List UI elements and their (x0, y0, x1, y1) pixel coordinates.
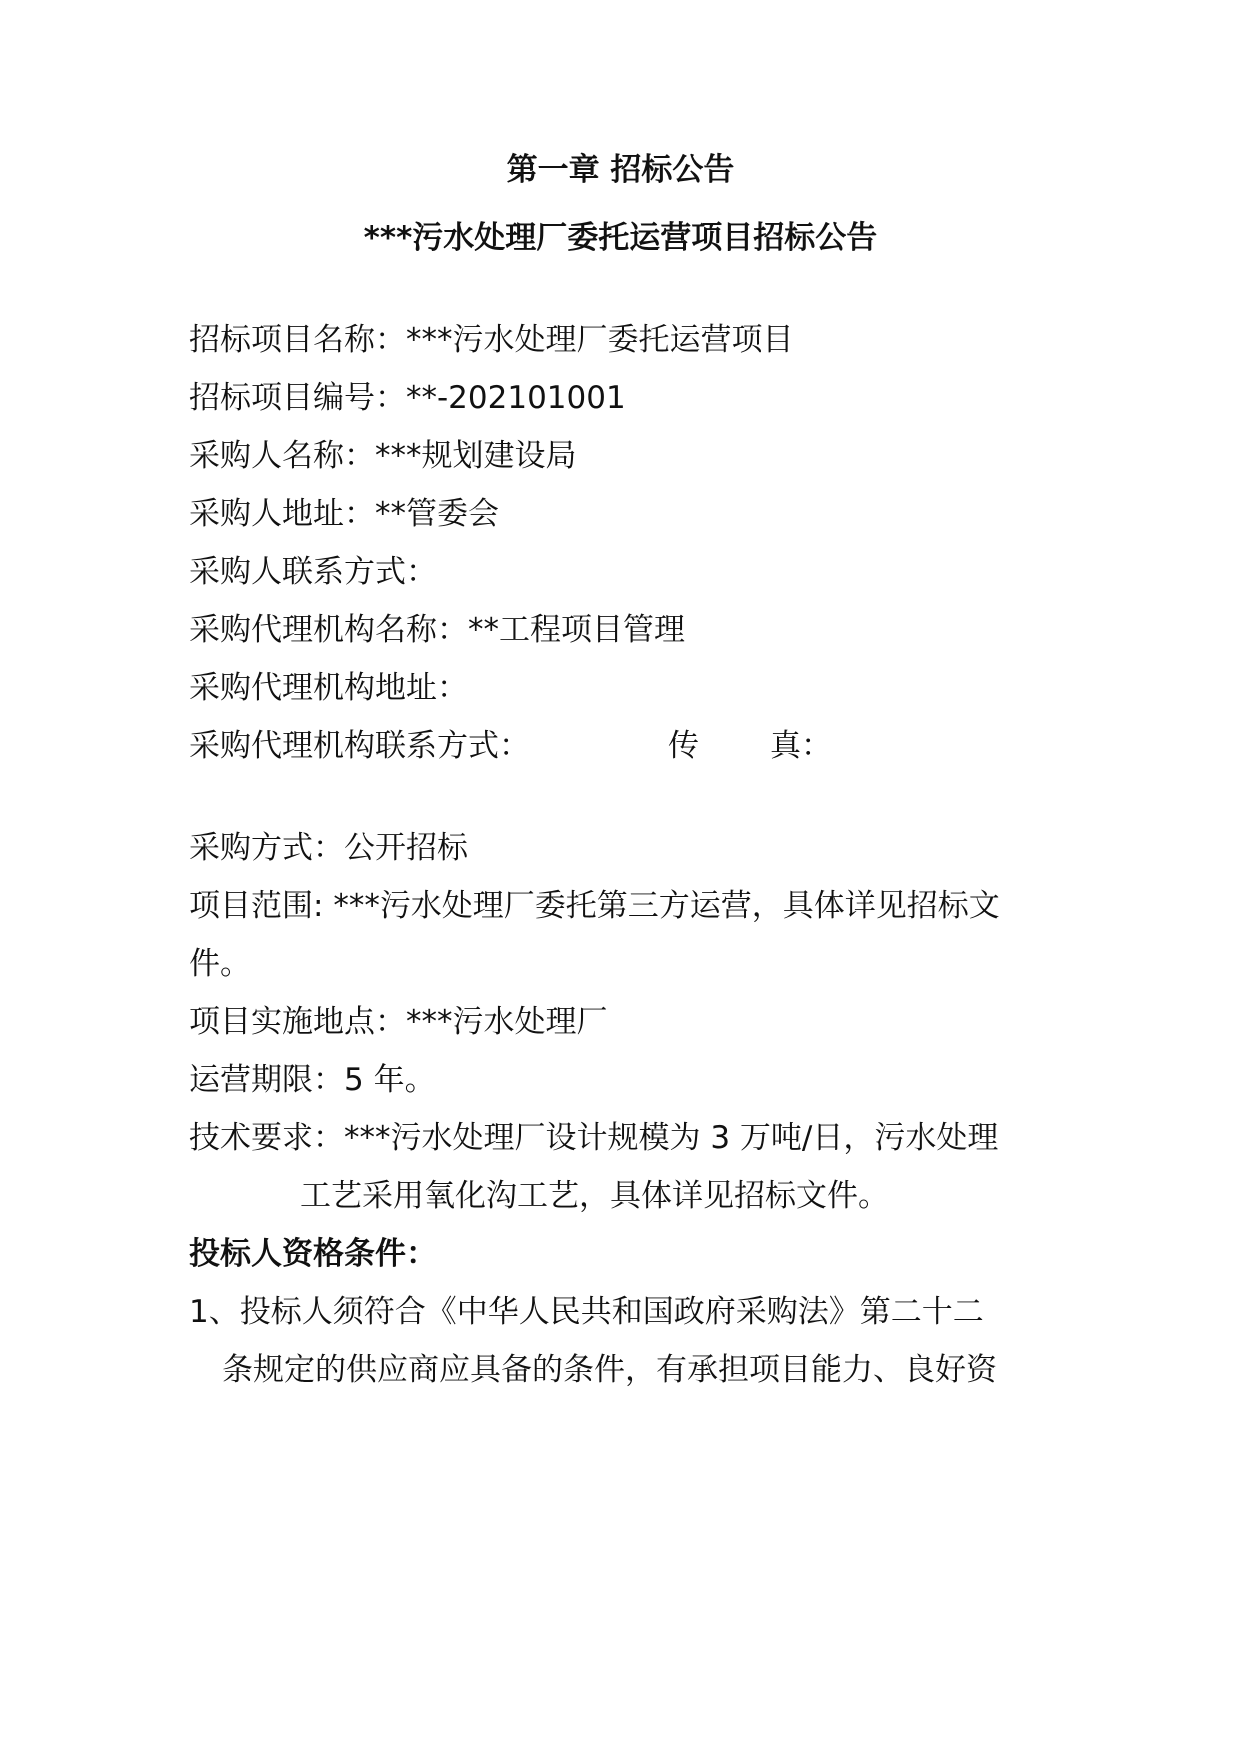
qualification-heading: 投标人资格条件： (189, 1236, 437, 1272)
purchaser-name-value: ***规划建设局 (375, 438, 577, 474)
chapter-title: 第一章 招标公告 (506, 152, 735, 188)
qualification-item-1: 1、投标人须符合《中华人民共和国政府采购法》第二十二 (189, 1294, 984, 1330)
operation-period-label: 运营期限： (189, 1062, 344, 1098)
agency-name-value: **工程项目管理 (468, 612, 685, 648)
purchaser-address-label: 采购人地址： (189, 496, 375, 532)
fax-colon: 真： (770, 728, 832, 764)
project-name-line (189, 320, 794, 360)
project-location-line (189, 1002, 608, 1042)
technical-requirements-label: 技术要求： (189, 1120, 344, 1156)
purchaser-address-value: **管委会 (375, 496, 499, 532)
purchaser-contact-label: 采购人联系方式： (189, 554, 437, 590)
agency-name-label: 采购代理机构名称： (189, 612, 468, 648)
project-name-label: 招标项目名称： (189, 322, 406, 358)
project-number-label: 招标项目编号： (189, 380, 406, 416)
qualification-item-1-continued: 条规定的供应商应具备的条件，有承担项目能力、良好资 (222, 1352, 997, 1388)
agency-contact-label: 采购代理机构联系方式： (189, 728, 530, 764)
procurement-method-label: 采购方式： (189, 830, 344, 866)
technical-requirements-line (189, 1118, 998, 1158)
project-scope-value-1: ***污水处理厂委托第三方运营，具体详见招标文 (333, 888, 1000, 924)
operation-period-value: 5 年。 (344, 1062, 436, 1098)
agency-address-label: 采购代理机构地址： (189, 670, 468, 706)
project-number-value: **-202101001 (406, 380, 626, 416)
operation-period-line (189, 1060, 436, 1100)
project-scope-label: 项目范围: (189, 888, 334, 924)
procurement-method-line (189, 828, 468, 868)
project-name-value: ***污水处理厂委托运营项目 (406, 322, 794, 358)
project-location-label: 项目实施地点： (189, 1004, 406, 1040)
agency-name-line (189, 610, 685, 650)
project-scope-continued: 件。 (189, 946, 251, 982)
project-location-value: ***污水处理厂 (406, 1004, 608, 1040)
procurement-method-value: 公开招标 (344, 830, 468, 866)
agency-address-line (189, 668, 468, 708)
purchaser-contact-line (189, 552, 437, 592)
agency-contact-line (189, 726, 1089, 766)
purchaser-name-label: 采购人名称： (189, 438, 375, 474)
purchaser-address-line (189, 494, 499, 534)
technical-requirements-value-1: ***污水处理厂设计规模为 3 万吨/日，污水处理 (344, 1120, 999, 1156)
purchaser-name-line (189, 436, 577, 476)
fax-label: 传 (668, 728, 699, 764)
project-number-line (189, 378, 626, 418)
announcement-title: ***污水处理厂委托运营项目招标公告 (363, 220, 878, 256)
project-scope-line (189, 886, 1000, 926)
technical-requirements-continued: 工艺采用氧化沟工艺，具体详见招标文件。 (300, 1178, 889, 1214)
